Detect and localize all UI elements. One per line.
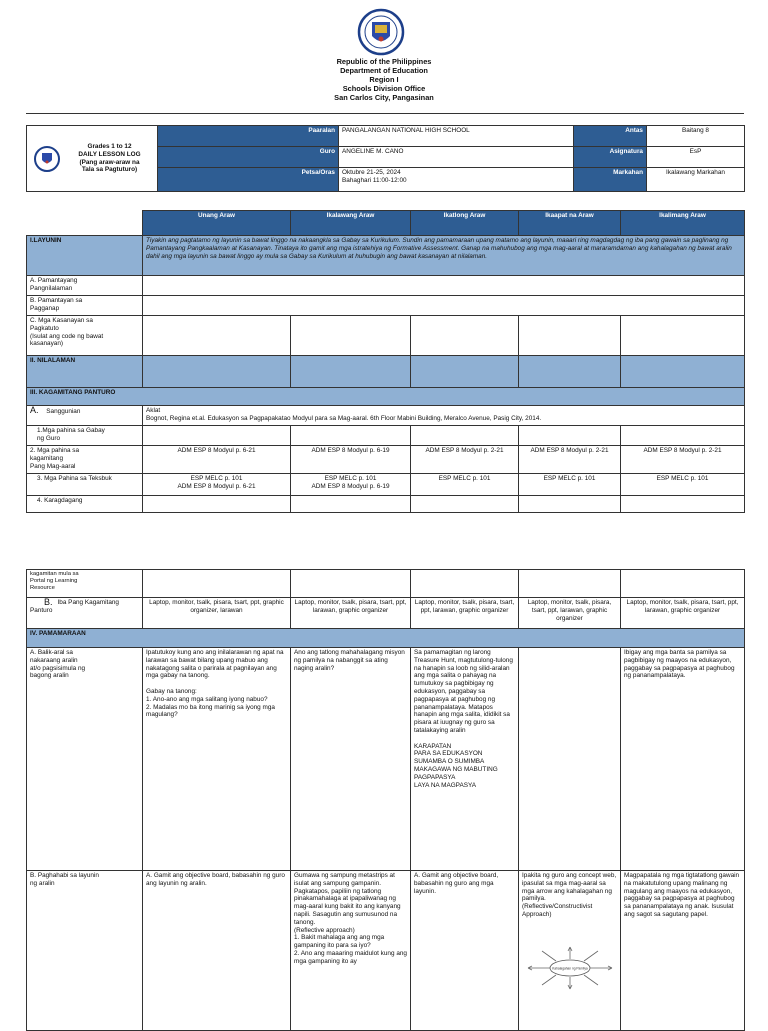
iba-day-4: Laptop, monitor, tsalk, pisara, tsart, ppt, larawan, graphic organizer <box>519 598 621 629</box>
gabay-day-2 <box>291 426 411 446</box>
dll-title-1: Grades 1 to 12 <box>87 143 132 151</box>
corner-cell <box>27 211 143 236</box>
day-header-2: Ikalawang Araw <box>291 211 411 236</box>
pamantayan-pagganap-label: B. Pamantayan sa Pagganap <box>27 296 143 316</box>
gabay-day-5 <box>621 426 745 446</box>
kasanayan-day-4 <box>519 316 621 356</box>
kagamitan-mag-aaral-label: 2. Mga pahina sa kagamitang Pang Mag-aaral <box>27 446 143 474</box>
gabay-day-1 <box>143 426 291 446</box>
balik-aral-day-2: Ano ang tatlong mahahalagang misyon ng pamilya na nabanggit sa ating naging aralin? <box>291 648 411 871</box>
iba-letter: B. <box>44 597 53 607</box>
portal-day-2 <box>291 570 411 598</box>
teksbuk-day-3: ESP MELC p. 101 <box>411 474 519 496</box>
petsa-label: Petsa/Oras <box>158 168 339 192</box>
kagamitan-mag-day-3: ADM ESP 8 Modyul p. 2-21 <box>411 446 519 474</box>
paghahabi-day-4-cell <box>519 871 621 1031</box>
gabay-guro-label: 1.Mga pahina sa Gabay ng Guro <box>27 426 143 446</box>
layunin-text: Tiyakin ang pagtatamo ng layunin sa bawat linggo na nakaangkla sa Gabay sa Kurikulum. Sundin ang pamamaraan upang matamo ang layunin, maaari ring magdagdag ng iba pang gawain sa paglinang ng Pamantayang Pangkaalaman at Kasanayan. Tinataya ito gamit ang mga istratehiya ng Formative Assessment. Ganap na mahuhubog ang mga mag-aaral at mararamdaman ang kahalagahan ng bawat aralin dahil ang mga layunin sa bawat linggo ay mula sa Gabay sa Kurikulum at huhubugin ang bawat kasanayan at nilalaman. <box>143 236 745 276</box>
lesson-table-1 <box>26 210 745 513</box>
kagamitan-mag-day-5: ADM ESP 8 Modyul p. 2-21 <box>621 446 745 474</box>
header-line-1: Republic of the Philippines <box>336 57 432 66</box>
day-header-1: Unang Araw <box>143 211 291 236</box>
day-header-3: Ikatlong Araw <box>411 211 519 236</box>
paaralan-value: PANGALANGAN NATIONAL HIGH SCHOOL <box>339 126 574 147</box>
teksbuk-label: 3. Mga Pahina sa Teksbuk <box>27 474 143 496</box>
teksbuk-day-5: ESP MELC p. 101 <box>621 474 745 496</box>
balik-aral-day-1: Ipatutukoy kung ano ang inilalarawan ng apat na larawan sa bawat bilang upang mabuo ang nakatagong salita o parirala at pagnilayan ang mga gabay na tanong. Gabay na tanong: 1. Ano-ano ang mga salitang iyong nabuo? 2. Madalas mo ba itong marinig sa iyong mga magulang? <box>143 648 291 871</box>
kasanayan-day-3 <box>411 316 519 356</box>
portal-day-4 <box>519 570 621 598</box>
paghahabi-day-4: Ipakita ng guro ang concept web, ipasulat sa mga mag-aaral sa mga arrow ang kahalagahan ng pamilya. (Reflective/Constructivist Approach) <box>522 872 617 918</box>
nilalaman-label: II. NILALAMAN <box>27 356 143 388</box>
teksbuk-day-2: ESP MELC p. 101 ADM ESP 8 Modyul p. 6-19 <box>291 474 411 496</box>
paghahabi-day-2: Gumawa ng sampung metastrips at isulat ang sampung gampanin. Pagkatapos, papiliin ng tatlong pinakamahalaga at ipapaliwanag ng mag-aaral kung bakit ito ang kanyang napili. Sasagutin ang sumusunod na tanong. (Reflective approach) 1. Bakit mahalaga ang ang mga gampaning ito para sa iyo? 2. Ano ang maaaring maidulot kung ang mga gampaning ito ay <box>291 871 411 1031</box>
markahan-label: Markahan <box>574 168 647 192</box>
dll-title-4: Tala sa Pagtuturo) <box>81 166 138 174</box>
iba-day-3: Laptop, monitor, tsalk, pisara, tsart, ppt, larawan, graphic organizer <box>411 598 519 629</box>
kagamitan-mag-day-4: ADM ESP 8 Modyul p. 2-21 <box>519 446 621 474</box>
balik-aral-day-3: Sa pamamagitan ng larong Treasure Hunt, magtutulong-tulong na hanapin sa loob ng silid-aralan ang mga salita o pahayag na tumutukoy sa pagbibigay ng edukasyon, paggabay sa pagpapasya at paghubog ng pananampalataya. Matapos hanapin ang mga salita, ididikit sa pisara at iuugnay ng guro sa tatalakaying aralin KARAPATAN PARA SA EDUKASYON SUMAMBA O SUMIMBA MAKAGAWA NG MABUTING PAGPAPASYA LAYA NA MAGPASYA <box>411 648 519 871</box>
info-table <box>26 125 745 192</box>
balik-aral-day-5: Ibigay ang mga banta sa pamilya sa pagbibigay ng maayos na edukasyon, paggabay sa pagpapasya at paghubog ng pananampalataya. <box>621 648 745 871</box>
dll-title-3: (Pang araw-araw na <box>79 158 140 166</box>
karagdagang-day-5 <box>621 496 745 513</box>
iba-label: Iba Pang Kagamitang Panturo <box>30 599 119 614</box>
paghahabi-day-5: Magpapatala ng mga tigtatatlong gawain na makatutulong upang malinang ng magulang ang maayos na edukasyon, paggabay sa pagpapasya at paghubog sa pananampalataya ng anak. Isusulat ang sagot sa sagutang papel. <box>621 871 745 1031</box>
concept-center-label: Kahalagahan ng Pamilya <box>552 966 588 971</box>
karagdagang-day-4 <box>519 496 621 513</box>
kagamitan-mag-day-1: ADM ESP 8 Modyul p. 6-21 <box>143 446 291 474</box>
pamantayang-pangnilalaman-value <box>143 276 745 296</box>
asignatura-label: Asignatura <box>574 147 647 168</box>
sanggunian-cell <box>27 406 143 426</box>
guro-value: ANGELINE M. CANO <box>339 147 574 168</box>
kasanayan-day-2 <box>291 316 411 356</box>
pamamaraan-label: IV. PAMAMARAAN <box>27 629 745 648</box>
karagdagang-day-1 <box>143 496 291 513</box>
asignatura-value: EsP <box>647 147 745 168</box>
paghahabi-day-1: A. Gamit ang objective board, babasahin ng guro ang layunin ng aralin. <box>143 871 291 1031</box>
karagdagang-day-2 <box>291 496 411 513</box>
antas-value: Baitang 8 <box>647 126 745 147</box>
header-line-2: Department of Education <box>340 66 428 75</box>
portal-day-5 <box>621 570 745 598</box>
balik-aral-day-4 <box>519 648 621 871</box>
day-header-5: Ikalimang Araw <box>621 211 745 236</box>
gabay-day-3 <box>411 426 519 446</box>
paaralan-label: Paaralan <box>158 126 339 147</box>
antas-label: Antas <box>574 126 647 147</box>
petsa-value: Oktubre 21-25, 2024 Bahaghari 11:00-12:00 <box>339 168 574 192</box>
nilalaman-day-3 <box>411 356 519 388</box>
deped-seal-icon <box>350 8 412 56</box>
karagdagang-day-3 <box>411 496 519 513</box>
teksbuk-day-4: ESP MELC p. 101 <box>519 474 621 496</box>
deped-logo-icon <box>33 145 61 173</box>
header-line-5: San Carlos City, Pangasinan <box>334 93 434 102</box>
kasanayan-day-1 <box>143 316 291 356</box>
pamantayan-pagganap-value <box>143 296 745 316</box>
portal-day-1 <box>143 570 291 598</box>
header-line-4: Schools Division Office <box>342 84 426 93</box>
kagamitan-mag-day-2: ADM ESP 8 Modyul p. 6-19 <box>291 446 411 474</box>
karagdagang-label: 4. Karagdagang <box>27 496 143 513</box>
balik-aral-label: A. Balik-aral sa nakaraang aralin at/o pagsisimula ng bagong aralin <box>27 648 143 871</box>
dll-title-cell <box>27 126 158 192</box>
markahan-value: Ikalawang Markahan <box>647 168 745 192</box>
dll-title-2: DAILY LESSON LOG <box>78 150 141 158</box>
header-divider <box>26 113 744 114</box>
iba-day-1: Laptop, monitor, tsalk, pisara, tsart, ppt, graphic organizer, larawan <box>143 598 291 629</box>
iba-kagamitan-cell <box>27 598 143 629</box>
portal-label: kagamitan mula sa Portal ng Learning Resource <box>27 570 143 598</box>
header-line-3: Region I <box>369 75 399 84</box>
paghahabi-label: B. Paghahabi sa layunin ng aralin <box>27 871 143 1031</box>
kasanayan-label: C. Mga Kasanayan sa Pagkatuto (Isulat ang code ng bawat kasanayan) <box>27 316 143 356</box>
sanggunian-letter: A. <box>30 405 39 415</box>
portal-day-3 <box>411 570 519 598</box>
kasanayan-day-5 <box>621 316 745 356</box>
kagamitan-label: III. KAGAMITANG PANTURO <box>27 388 745 406</box>
concept-web-icon <box>522 945 618 991</box>
pamantayang-pangnilalaman-label: A. Pamantayang Pangnilalaman <box>27 276 143 296</box>
teksbuk-day-1: ESP MELC p. 101 ADM ESP 8 Modyul p. 6-21 <box>143 474 291 496</box>
layunin-label: I.LAYUNIN <box>27 236 143 276</box>
nilalaman-day-4 <box>519 356 621 388</box>
lesson-table-2 <box>26 569 745 1031</box>
iba-day-5: Laptop, monitor, tsalk, pisara, tsart, ppt, larawan, graphic organizer <box>621 598 745 629</box>
gabay-day-4 <box>519 426 621 446</box>
nilalaman-day-5 <box>621 356 745 388</box>
sanggunian-text: Aklat Bognot, Regina et.al. Edukasyon sa Pagpapakatao Modyul para sa Mag-aaral. 6th Floor Mabini Building, Meralco Avenue, Pasig City, 2014. <box>143 406 745 426</box>
iba-day-2: Laptop, monitor, tsalk, pisara, tsart, ppt, larawan, graphic organizer <box>291 598 411 629</box>
paghahabi-day-3: A. Gamit ang objective board, babasahin ng guro ang mga layunin. <box>411 871 519 1031</box>
guro-label: Guro <box>158 147 339 168</box>
sanggunian-label: Sanggunian <box>46 408 81 415</box>
nilalaman-day-2 <box>291 356 411 388</box>
day-header-4: Ikaapat na Araw <box>519 211 621 236</box>
nilalaman-day-1 <box>143 356 291 388</box>
